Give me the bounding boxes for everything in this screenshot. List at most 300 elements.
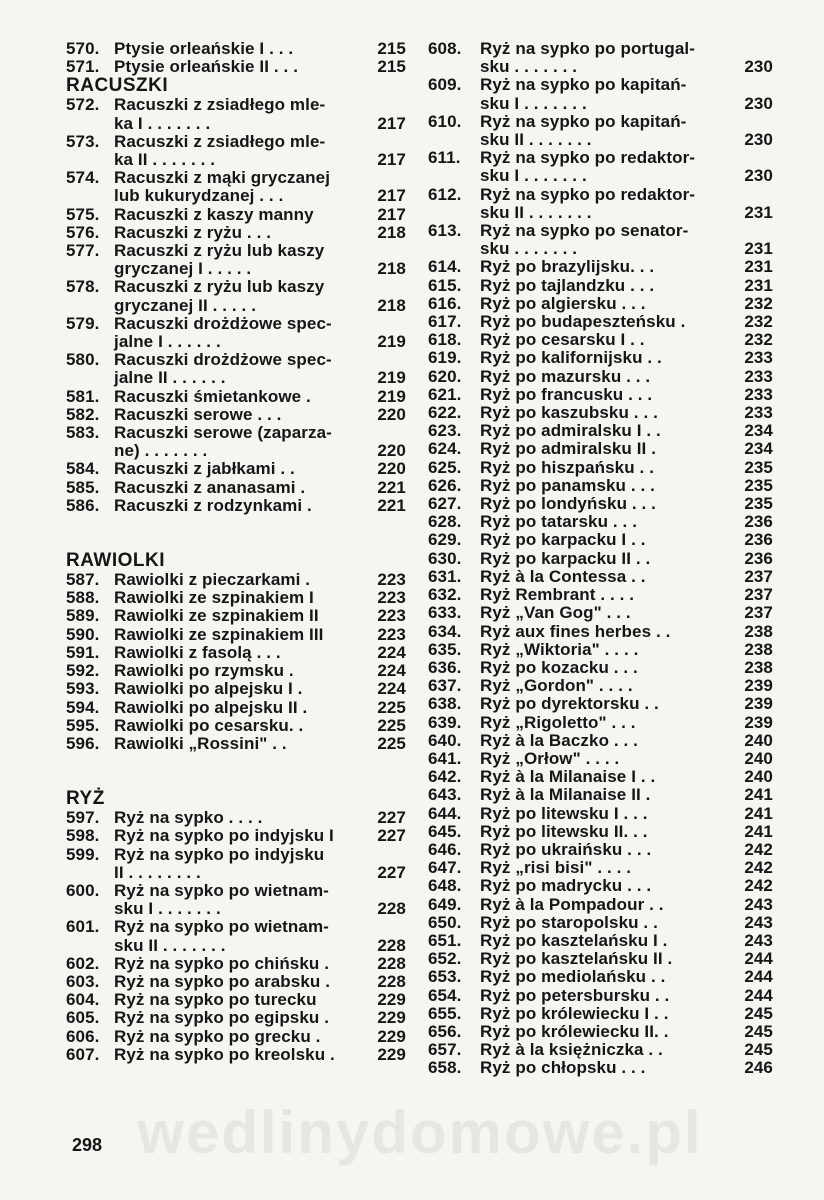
entry-number: 623.: [428, 421, 462, 441]
entry-page: 218: [377, 259, 406, 279]
entry-page: 240: [744, 767, 773, 787]
entry-title: sku I . . . . . . .: [480, 166, 587, 186]
entry-title: Racuszki śmietankowe .: [114, 386, 311, 406]
index-entry: [66, 315, 406, 333]
entry-page: 220: [377, 404, 406, 424]
entry-page: 236: [744, 548, 773, 568]
entry-page: [733, 186, 773, 204]
entry-title: Ryż à la Milanaise II .: [480, 785, 651, 805]
entry-page: [368, 351, 406, 369]
index-entry: [428, 531, 773, 549]
entry-title: Ryż po kasztelańsku II .: [480, 949, 673, 969]
entry-title: Rawiolki z fasolą . . .: [114, 642, 281, 662]
entry-title: ka I . . . . . . .: [114, 113, 211, 133]
entry-page: 231: [744, 257, 773, 277]
entry-page: 231: [744, 275, 773, 295]
entry-title: Ryż „Gordon" . . . .: [480, 676, 633, 696]
entry-page: 246: [744, 1058, 773, 1078]
index-entry: [66, 589, 406, 607]
entry-page: 241: [744, 803, 773, 823]
entry-title: Rawiolki po alpejsku I .: [114, 679, 303, 699]
entry-number: 634.: [428, 621, 462, 641]
index-entry: [66, 846, 406, 864]
entry-number: 642.: [428, 767, 462, 787]
section-heading: RAWIOLKI: [66, 550, 165, 572]
entry-number: 608.: [428, 39, 462, 58]
entry-page: [733, 149, 773, 167]
entry-page: [368, 846, 406, 864]
entry-page: [368, 315, 406, 333]
entry-page: 227: [377, 826, 406, 846]
entry-number: 616.: [428, 293, 462, 313]
index-entry: [66, 460, 406, 478]
index-entry: [66, 809, 406, 827]
entry-page: 233: [744, 384, 773, 404]
index-entry: [428, 1059, 773, 1077]
entry-title: Ryż po admiralsku II .: [480, 439, 657, 459]
entry-title: Ryż na sypko po grecku .: [114, 1026, 321, 1046]
index-entry: [66, 133, 406, 151]
entry-title: Ryż po hiszpańsku . .: [480, 457, 655, 477]
entry-title: II . . . . . . . .: [114, 862, 201, 882]
index-entry: [66, 115, 406, 133]
entry-number: 658.: [428, 1058, 462, 1078]
index-entry: [66, 260, 406, 278]
entry-title: Ryż po mediolańsku . .: [480, 967, 666, 987]
index-entry: [66, 1046, 406, 1064]
index-entry: [66, 96, 406, 114]
entry-page: [368, 278, 406, 296]
entry-number: 631.: [428, 566, 462, 586]
entry-number: 599.: [66, 844, 100, 864]
index-entry: [428, 968, 773, 986]
index-entry: [428, 131, 773, 149]
index-entry: [428, 459, 773, 477]
entry-number: 654.: [428, 985, 462, 1005]
entry-number: [66, 333, 114, 351]
entry-number: 580.: [66, 350, 100, 370]
section-gap: [66, 515, 406, 551]
entry-page: 237: [744, 566, 773, 586]
index-entry: [66, 369, 406, 387]
index-entry: [428, 386, 773, 404]
index-entry: [66, 297, 406, 315]
entry-page: 239: [744, 694, 773, 714]
entry-number: 635.: [428, 639, 462, 659]
entry-title: Ryż na sypko po indyjsku: [114, 844, 325, 864]
entry-number: [428, 204, 480, 222]
index-entry: [428, 859, 773, 877]
entry-title: Racuszki serowe . . .: [114, 404, 282, 424]
entry-page: 245: [744, 1021, 773, 1041]
right-column: [428, 40, 773, 1078]
index-entry: [428, 623, 773, 641]
entry-page: 231: [744, 202, 773, 222]
entry-number: 590.: [66, 624, 100, 644]
entry-page: 215: [377, 39, 406, 58]
index-entry: [66, 442, 406, 460]
entry-number: 585.: [66, 477, 100, 497]
index-entry: [428, 568, 773, 586]
entry-number: [428, 167, 480, 185]
entry-title: Rawiolki z pieczarkami .: [114, 570, 311, 590]
index-entry: [428, 714, 773, 732]
index-entry: [428, 1041, 773, 1059]
entry-number: 620.: [428, 366, 462, 386]
entry-number: 640.: [428, 730, 462, 750]
entry-page: 243: [744, 894, 773, 914]
index-entry: [428, 349, 773, 367]
entry-title: Ryż po cesarsku I . .: [480, 330, 645, 350]
entry-page: 220: [377, 459, 406, 479]
entry-page: 227: [377, 862, 406, 882]
entry-number: 613.: [428, 221, 462, 241]
index-entry: [428, 750, 773, 768]
entry-number: 655.: [428, 1003, 462, 1023]
index-entry: [428, 477, 773, 495]
entry-number: 643.: [428, 785, 462, 805]
entry-number: 576.: [66, 222, 100, 242]
entry-number: 577.: [66, 241, 100, 261]
entry-title: gryczanej II . . . . .: [114, 295, 257, 315]
entry-number: 588.: [66, 588, 100, 608]
index-entry: [66, 40, 406, 58]
entry-title: Ryż po mazursku . . .: [480, 366, 651, 386]
entry-page: 237: [744, 603, 773, 623]
entry-page: [368, 424, 406, 442]
entry-number: 628.: [428, 512, 462, 532]
index-entry: [66, 918, 406, 936]
entry-number: [66, 864, 114, 882]
index-entry: [428, 877, 773, 895]
entry-title: Ryż na sypko po wietnam-: [114, 880, 329, 900]
entry-number: 596.: [66, 733, 100, 753]
entry-number: 602.: [66, 953, 100, 973]
entry-number: 647.: [428, 858, 462, 878]
entry-number: 630.: [428, 548, 462, 568]
entry-page: 244: [744, 949, 773, 969]
index-entry: [428, 95, 773, 113]
entry-title: sku II . . . . . . .: [480, 130, 592, 150]
entry-number: 601.: [66, 917, 100, 937]
entry-page: 217: [377, 150, 406, 170]
index-entry: [428, 805, 773, 823]
entry-page: 223: [377, 606, 406, 626]
entry-page: 224: [377, 661, 406, 681]
entry-number: 584.: [66, 459, 100, 479]
entry-title: Rawiolki po cesarsku. .: [114, 715, 304, 735]
index-entry: [428, 932, 773, 950]
index-entry: [428, 222, 773, 240]
entry-number: 651.: [428, 930, 462, 950]
index-entry: [428, 732, 773, 750]
entry-title: Ryż aux fines herbes . .: [480, 621, 671, 641]
index-entry: [66, 169, 406, 187]
index-entry: [66, 479, 406, 497]
entry-title: Ryż na sypko po redaktor-: [480, 148, 696, 168]
entry-page: 236: [744, 512, 773, 532]
entry-number: 575.: [66, 204, 100, 224]
index-entry: [428, 295, 773, 313]
entry-page: 233: [744, 403, 773, 423]
entry-title: Racuszki z mąki gryczanej: [114, 168, 331, 188]
entry-number: 594.: [66, 697, 100, 717]
entry-page: 217: [377, 113, 406, 133]
section-heading: RYŻ: [66, 788, 105, 810]
entry-page: 219: [377, 332, 406, 352]
entry-title: sku . . . . . . .: [480, 239, 578, 259]
index-entry: [428, 659, 773, 677]
entry-title: Ryż po królewiecku I . .: [480, 1003, 669, 1023]
entry-title: Racuszki z ryżu lub kaszy: [114, 277, 325, 297]
entry-page: 239: [744, 712, 773, 732]
entry-number: 600.: [66, 880, 100, 900]
index-entry: [428, 149, 773, 167]
entry-title: Ryż à la księżniczka . .: [480, 1040, 663, 1060]
entry-title: gryczanej I . . . . .: [114, 259, 252, 279]
entry-number: [66, 115, 114, 133]
entry-number: 612.: [428, 184, 462, 204]
entry-title: Rawiolki po alpejsku II .: [114, 697, 308, 717]
entry-page: 219: [377, 386, 406, 406]
entry-title: Ryż po litewsku I . . .: [480, 803, 648, 823]
entry-number: 656.: [428, 1021, 462, 1041]
index-entry: [66, 937, 406, 955]
index-entry: [428, 277, 773, 295]
index-entry: [66, 351, 406, 369]
entry-number: 649.: [428, 894, 462, 914]
entry-number: 619.: [428, 348, 462, 368]
entry-title: Racuszki z ryżu lub kaszy: [114, 241, 325, 261]
index-entry: [66, 224, 406, 242]
entry-page: 224: [377, 642, 406, 662]
index-entry: [428, 841, 773, 859]
index-entry: [66, 991, 406, 1009]
entry-page: [368, 133, 406, 151]
entry-number: 648.: [428, 876, 462, 896]
index-entry: [428, 604, 773, 622]
entry-title: Racuszki z jabłkami . .: [114, 459, 295, 479]
entry-title: Ryż po madrycku . . .: [480, 876, 652, 896]
entry-title: Ryż po królewiecku II. .: [480, 1021, 669, 1041]
entry-page: 234: [744, 421, 773, 441]
entry-number: 650.: [428, 912, 462, 932]
index-entry: [428, 204, 773, 222]
entry-number: 652.: [428, 949, 462, 969]
index-entry: [428, 950, 773, 968]
entry-page: 225: [377, 715, 406, 735]
entry-title: Ryż po londyńsku . . .: [480, 494, 656, 514]
entry-number: 657.: [428, 1040, 462, 1060]
entry-number: 587.: [66, 570, 100, 590]
entry-title: Ryż po karpacku II . .: [480, 548, 651, 568]
entry-page: 235: [744, 457, 773, 477]
entry-number: 586.: [66, 495, 100, 515]
index-entry: [428, 896, 773, 914]
entry-page: 242: [744, 876, 773, 896]
entry-number: 622.: [428, 403, 462, 423]
entry-page: 221: [377, 495, 406, 515]
index-entry: [66, 955, 406, 973]
entry-page: 223: [377, 588, 406, 608]
entry-number: 653.: [428, 967, 462, 987]
index-entry: [428, 641, 773, 659]
entry-number: 579.: [66, 313, 100, 333]
entry-number: 611.: [428, 148, 461, 168]
index-entry: [66, 644, 406, 662]
entry-page: 217: [377, 204, 406, 224]
entry-title: Racuszki drożdżowe spec-: [114, 350, 332, 370]
entry-number: 625.: [428, 457, 462, 477]
entry-page: 221: [377, 477, 406, 497]
entry-page: 245: [744, 1003, 773, 1023]
entry-title: Ryż po tajlandzku . . .: [480, 275, 655, 295]
entry-page: 241: [744, 821, 773, 841]
entry-number: 572.: [66, 95, 100, 115]
index-entry: [428, 422, 773, 440]
entry-page: 243: [744, 930, 773, 950]
entry-title: lub kukurydzanej . . .: [114, 186, 284, 206]
index-entry: [66, 424, 406, 442]
entry-page: 238: [744, 639, 773, 659]
index-entry: [428, 167, 773, 185]
entry-page: 229: [377, 1008, 406, 1028]
entry-page: 232: [744, 330, 773, 350]
entry-page: 238: [744, 657, 773, 677]
entry-number: 591.: [66, 642, 100, 662]
entry-title: Ryż na sypko po senator-: [480, 221, 689, 241]
index-entry: [66, 151, 406, 169]
entry-title: Ryż po chłopsku . . .: [480, 1058, 646, 1078]
entry-number: 639.: [428, 712, 462, 732]
entry-number: [428, 240, 480, 258]
entry-page: 227: [377, 808, 406, 828]
entry-title: Ryż na sypko po egipsku .: [114, 1008, 330, 1028]
entry-number: 644.: [428, 803, 462, 823]
entry-number: 582.: [66, 404, 100, 424]
index-entry: [66, 206, 406, 224]
entry-number: 603.: [66, 971, 100, 991]
index-entry: [428, 987, 773, 1005]
entry-page: 235: [744, 494, 773, 514]
index-entry: [66, 864, 406, 882]
entry-title: jalne II . . . . . .: [114, 368, 226, 388]
entry-number: 578.: [66, 277, 100, 297]
entry-number: 629.: [428, 530, 462, 550]
entry-title: Rawiolki po rzymsku .: [114, 661, 294, 681]
entry-title: Racuszki drożdżowe spec-: [114, 313, 332, 333]
index-entry: [428, 914, 773, 932]
entry-page: 228: [377, 899, 406, 919]
entry-page: 229: [377, 1026, 406, 1046]
index-entry: [66, 278, 406, 296]
index-entry: [428, 677, 773, 695]
entry-title: Racuszki z kaszy manny: [114, 204, 314, 224]
entry-number: 617.: [428, 312, 462, 332]
entry-number: 621.: [428, 384, 462, 404]
entry-page: [733, 113, 773, 131]
entry-page: 230: [744, 57, 773, 77]
entry-number: 604.: [66, 990, 100, 1010]
entry-title: Ryż po brazylijsku. . .: [480, 257, 655, 277]
entry-number: 598.: [66, 826, 100, 846]
index-entry: [66, 1028, 406, 1046]
entry-page: 223: [377, 570, 406, 590]
entry-title: Ryż po dyrektorsku . .: [480, 694, 659, 714]
entry-number: 581.: [66, 386, 100, 406]
entry-page: 242: [744, 839, 773, 859]
entry-title: Racuszki z ananasami .: [114, 477, 306, 497]
entry-title: Ryż à la Contessa . .: [480, 566, 646, 586]
entry-number: 605.: [66, 1008, 100, 1028]
entry-title: Ryż „Wiktoria" . . . .: [480, 639, 639, 659]
entry-page: 233: [744, 348, 773, 368]
index-entry: [66, 607, 406, 625]
entry-page: 230: [744, 93, 773, 113]
entry-page: 235: [744, 475, 773, 495]
watermark: wedlinydomowe.pl: [137, 1099, 703, 1166]
entry-number: 638.: [428, 694, 462, 714]
section-gap: [66, 753, 406, 789]
entry-page: [368, 169, 406, 187]
entry-title: Racuszki z zsiadłego mle-: [114, 95, 326, 115]
entry-page: [368, 918, 406, 936]
entry-title: ne) . . . . . . .: [114, 441, 208, 461]
index-entry: [66, 1009, 406, 1027]
entry-title: Ryż „Van Gog" . . .: [480, 603, 631, 623]
entry-page: 241: [744, 785, 773, 805]
entry-number: 641.: [428, 748, 462, 768]
entry-number: 614.: [428, 257, 462, 277]
index-entry: [428, 313, 773, 331]
index-entry: [66, 735, 406, 753]
entry-page: 244: [744, 985, 773, 1005]
entry-title: Ryż na sypko po kapitań-: [480, 111, 687, 131]
entry-page: 237: [744, 585, 773, 605]
entry-number: 627.: [428, 494, 462, 514]
left-column: [66, 40, 406, 1064]
index-entry: [66, 626, 406, 644]
entry-number: 583.: [66, 423, 100, 443]
entry-title: Ryż na sypko . . . .: [114, 808, 263, 828]
entry-page: 239: [744, 676, 773, 696]
index-entry: [66, 571, 406, 589]
entry-number: 595.: [66, 715, 100, 735]
entry-page: 220: [377, 441, 406, 461]
entry-page: 225: [377, 733, 406, 753]
entry-title: Ryż po litewsku II. . .: [480, 821, 648, 841]
entry-page: 233: [744, 366, 773, 386]
entry-page: 231: [744, 239, 773, 259]
entry-title: Ryż po algiersku . . .: [480, 293, 646, 313]
entry-page: 218: [377, 222, 406, 242]
section-heading: RACUSZKI: [66, 75, 169, 97]
index-entry: [66, 973, 406, 991]
entry-number: 609.: [428, 75, 462, 95]
index-entry: [428, 58, 773, 76]
entry-page: 228: [377, 935, 406, 955]
entry-number: 633.: [428, 603, 462, 623]
entry-page: [733, 76, 773, 94]
index-entry: [428, 368, 773, 386]
index-entry: [428, 186, 773, 204]
entry-page: [733, 222, 773, 240]
entry-number: [66, 369, 114, 387]
entry-number: 592.: [66, 661, 100, 681]
entry-title: Ryż na sypko po turecku: [114, 990, 317, 1010]
index-entry: [428, 768, 773, 786]
page-number: 298: [72, 1135, 103, 1155]
